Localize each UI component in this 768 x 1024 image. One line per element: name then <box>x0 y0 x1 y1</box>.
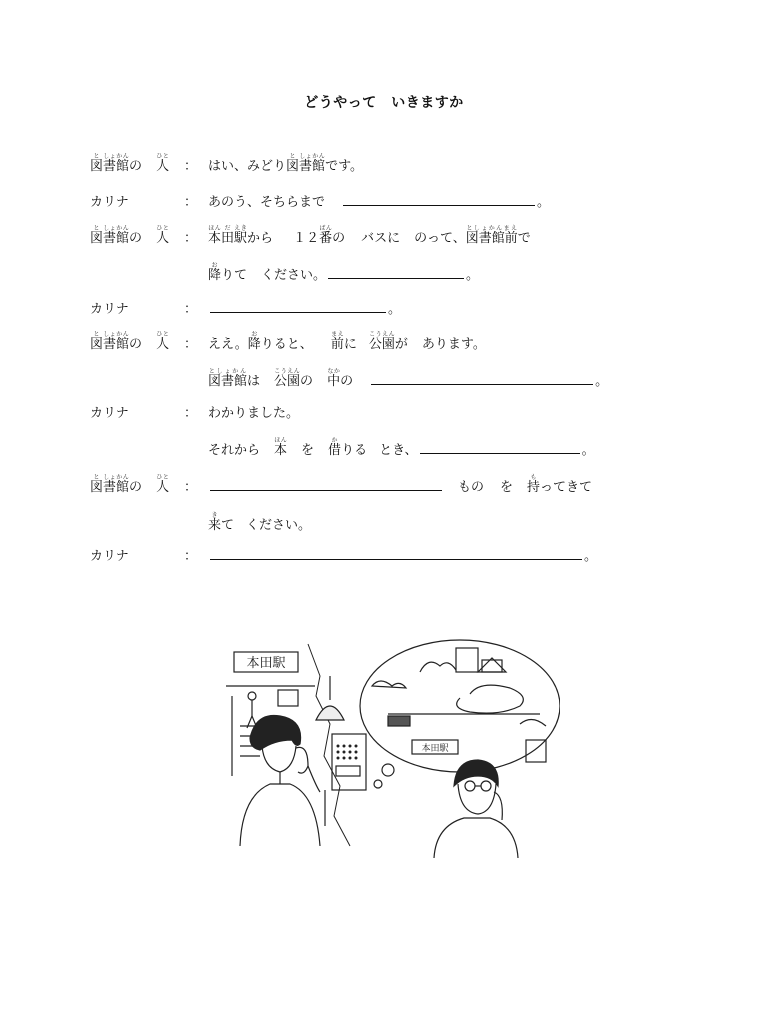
line-text: もの を 持もってきて <box>208 474 592 495</box>
page-title: どうやって いきますか <box>304 95 464 111</box>
line-text: 。 <box>208 298 401 317</box>
speaker-librarian: 図と書しょ館かんの 人ひと <box>90 153 170 174</box>
speaker-karina: カリナ <box>90 406 129 421</box>
line-text: はい、みどり図と書しょ館かんです。 <box>208 153 364 174</box>
speaker-karina: カリナ <box>90 302 129 317</box>
dialogue-row-3 <box>0 214 768 254</box>
colon: ： <box>184 406 198 421</box>
answer-blank[interactable] <box>371 383 593 385</box>
line-text: ええ。降おりると、 前まえに 公園こうえんが あります。 <box>208 331 486 352</box>
answer-blank[interactable] <box>210 558 582 560</box>
bubble-station-sign-text: 本田駅 <box>421 744 449 754</box>
speaker-karina: カリナ <box>90 549 129 564</box>
line-text: わかりました。 <box>208 406 300 421</box>
colon: ： <box>184 549 198 564</box>
speaker-karina: カリナ <box>90 195 129 210</box>
line-text: 本ほん田だ駅えきから １２番ばんの バスに のって、図書館前としょかんまえで <box>208 225 531 246</box>
dialogue-row-12 <box>0 532 768 572</box>
dialogue-row-5 <box>0 285 768 325</box>
line-text: 来きて ください。 <box>208 512 312 533</box>
line-text: 図書館としょかんは 公園こうえんの 中なかの 。 <box>208 368 609 389</box>
colon: ： <box>184 337 198 352</box>
thought-bubble <box>360 640 560 772</box>
speaker-librarian: 図と書しょ館かんの 人ひと <box>90 225 170 246</box>
colon: ： <box>184 231 198 246</box>
colon: ： <box>184 480 198 495</box>
line-text: それから 本ほんを 借かりる とき、 。 <box>208 437 595 458</box>
answer-blank[interactable] <box>210 311 386 313</box>
answer-blank[interactable] <box>420 452 580 454</box>
speaker-librarian: 図と書しょ館かんの 人ひと <box>90 474 170 495</box>
line-text: 。 <box>208 545 597 564</box>
dialogue-row-9 <box>0 426 768 466</box>
answer-blank[interactable] <box>328 277 464 279</box>
dialogue-row-2 <box>0 178 768 218</box>
line-text: あのう、そちらまで 。 <box>208 195 551 210</box>
line-text: 降おりて ください。 。 <box>208 262 480 283</box>
answer-blank[interactable] <box>210 489 442 491</box>
dialogue-row-6 <box>0 320 768 360</box>
station-sign-text: 本田駅 <box>246 656 286 671</box>
speaker-librarian: 図と書しょ館かんの 人ひと <box>90 331 170 352</box>
phone-call-illustration <box>220 636 560 858</box>
answer-blank[interactable] <box>343 204 535 206</box>
dialogue-row-10 <box>0 463 768 503</box>
dialogue-row-1 <box>0 142 768 182</box>
colon: ： <box>184 302 198 317</box>
dialogue-row-8 <box>0 389 768 429</box>
colon: ： <box>184 195 198 210</box>
colon: ： <box>184 159 198 174</box>
